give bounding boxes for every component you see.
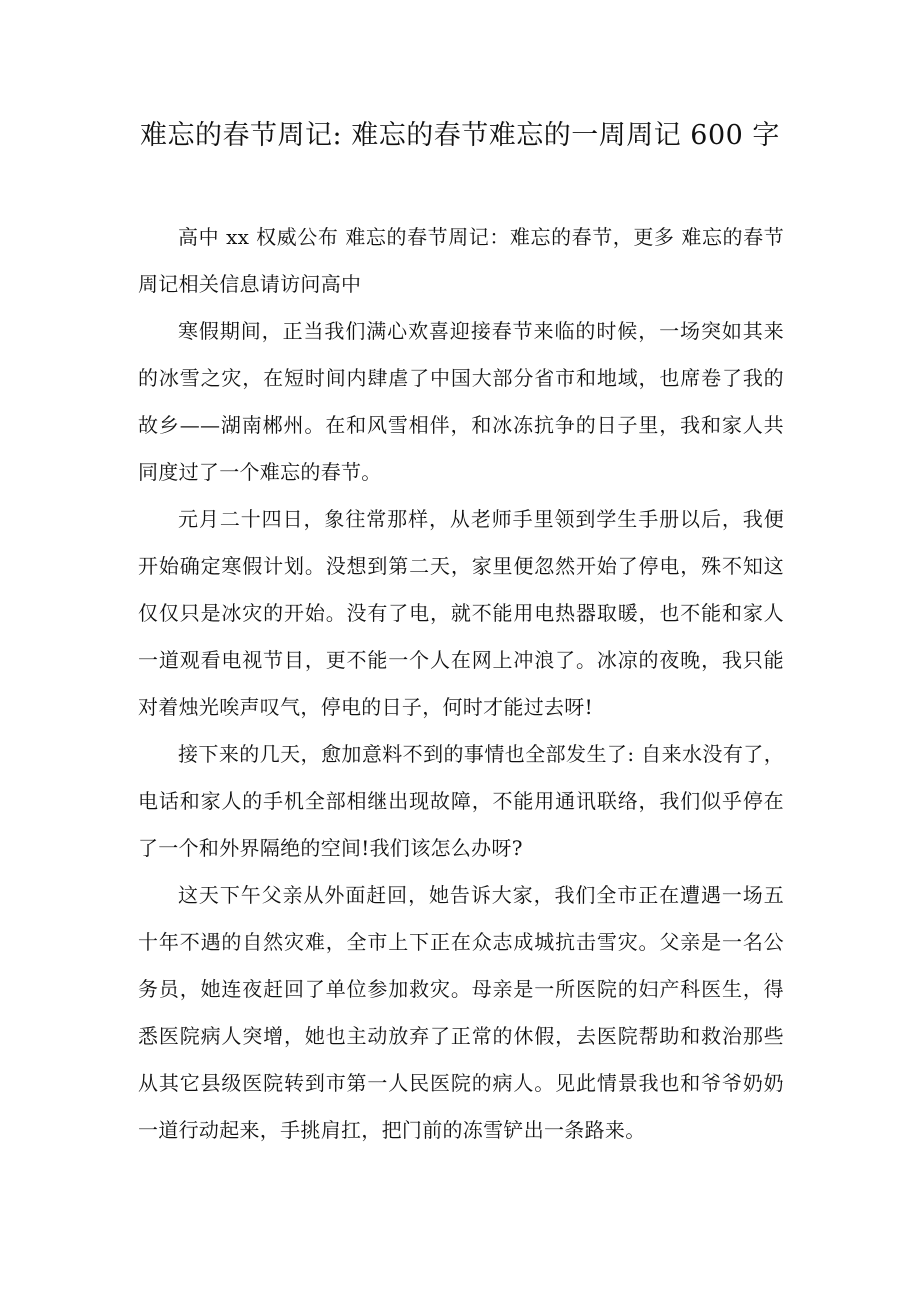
paragraph-intro: 高中 xx 权威公布 难忘的春节周记：难忘的春节，更多 难忘的春节周记相关信息请访问高中 bbox=[138, 225, 784, 296]
document-title: 难忘的春节周记: 难忘的春节难忘的一周周记 600 字 bbox=[140, 120, 780, 151]
document-body bbox=[138, 214, 784, 1154]
paragraph-family-relief: 这天下午父亲从外面赶回，她告诉大家，我们全市正在遭遇一场五十年不遇的自然灾难，全市上下正在众志成城抗击雪灾。父亲是一名公务员，她连夜赶回了单位参加救灾。母亲是一所医院的妇产科医生，得悉医院病人突增，她也主动放弃了正常的休假，去医院帮助和救治那些从其它县级医院转到市第一人民医院的病人。见此情景我也和爷爷奶奶一道行动起来，手挑肩扛，把门前的冻雪铲出一条路来。 bbox=[138, 883, 784, 1142]
paragraph-winter-break: 寒假期间，正当我们满心欢喜迎接春节来临的时候，一场突如其来的冰雪之灾，在短时间内肆虐了中国大部分省市和地域，也席卷了我的故乡——湖南郴州。在和风雪相伴，和冰冻抗争的日子里，我和家人共同度过了一个难忘的春节。 bbox=[138, 319, 784, 484]
paragraph-power-outage: 元月二十四日，象往常那样，从老师手里领到学生手册以后，我便开始确定寒假计划。没想到第二天，家里便忽然开始了停电，殊不知这仅仅只是冰灾的开始。没有了电，就不能用电热器取暖，也不能和家人一道观看电视节目，更不能一个人在网上冲浪了。冰凉的夜晚，我只能对着烛光唉声叹气，停电的日子，何时才能过去呀! bbox=[138, 507, 784, 719]
paragraph-water-phone: 接下来的几天，愈加意料不到的事情也全部发生了: 自来水没有了，电话和家人的手机全部相继出现故障，不能用通讯联络，我们似乎停在了一个和外界隔绝的空间!我们该怎么办呀? bbox=[138, 742, 784, 860]
